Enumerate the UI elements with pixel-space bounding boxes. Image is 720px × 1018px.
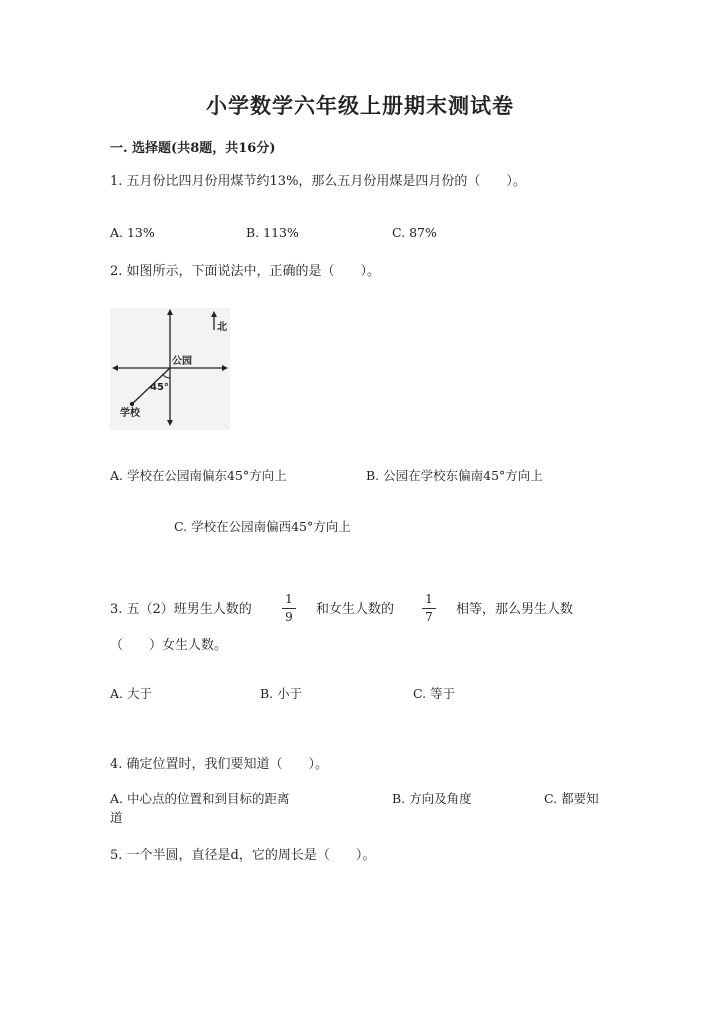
question-2-option-b: B. 公园在学校东偏南45°方向上 [366, 468, 543, 483]
north-arrow-head [211, 311, 217, 317]
direction-figure [110, 308, 230, 430]
north-label: 北 [217, 322, 227, 333]
question-3-stem-part1: 3. 五（2）班男生人数的 [110, 602, 252, 617]
park-label: 公园 [172, 356, 192, 367]
school-point [130, 402, 134, 406]
question-4-option-c: C. 都要知 [544, 791, 599, 806]
question-1-option-c: C. 87% [392, 225, 437, 240]
fraction-1-bar [282, 608, 296, 609]
horizontal-axis-arrow-left [112, 365, 118, 371]
question-4-option-a: A. 中心点的位置和到目标的距离 [110, 791, 290, 806]
question-1-option-a: A. 13% [110, 225, 155, 240]
fraction-2-denominator: 7 [425, 610, 433, 624]
question-2-stem: 2. 如图所示，下面说法中，正确的是（ ）。 [110, 264, 381, 279]
question-4-stem: 4. 确定位置时，我们要知道（ ）。 [110, 757, 329, 772]
question-4-option-b: B. 方向及角度 [392, 791, 472, 806]
fraction-one-ninth [282, 592, 296, 625]
question-3-stem-part3: 相等，那么男生人数 [456, 602, 574, 617]
question-1-stem: 1. 五月份比四月份用煤节约13%，那么五月份用煤是四月份的（ ）。 [110, 174, 526, 189]
page-title: 小学数学六年级上册期末测试卷 [206, 93, 514, 118]
fraction-1-numerator: 1 [285, 592, 293, 606]
question-4-option-c-wrap: 道 [110, 810, 123, 825]
question-3-option-c: C. 等于 [413, 686, 456, 701]
fraction-2-numerator: 1 [425, 592, 433, 606]
question-2-option-a: A. 学校在公园南偏东45°方向上 [110, 468, 287, 483]
angle-arc [163, 375, 170, 378]
vertical-axis-arrow-up [167, 309, 173, 315]
horizontal-axis-arrow-right [222, 365, 228, 371]
fraction-one-seventh [422, 592, 436, 625]
question-1-option-b: B. 113% [246, 225, 299, 240]
question-3-option-b: B. 小于 [260, 686, 303, 701]
question-5-stem: 5. 一个半圆，直径是d，它的周长是（ ）。 [110, 848, 376, 863]
question-3-stem-line2: （ ）女生人数。 [110, 638, 228, 653]
school-label: 学校 [120, 408, 140, 419]
vertical-axis-arrow-down [167, 420, 173, 426]
fraction-2-bar [422, 608, 436, 609]
angle-label: 45° [150, 382, 169, 393]
fraction-1-denominator: 9 [285, 610, 293, 624]
direction-diagram [110, 308, 230, 430]
section-heading: 一. 选择题(共8题，共16分) [110, 141, 276, 156]
question-3-stem-part2: 和女生人数的 [316, 602, 395, 617]
question-2-option-c: C. 学校在公园南偏西45°方向上 [174, 519, 351, 534]
question-3-option-a: A. 大于 [110, 686, 152, 701]
